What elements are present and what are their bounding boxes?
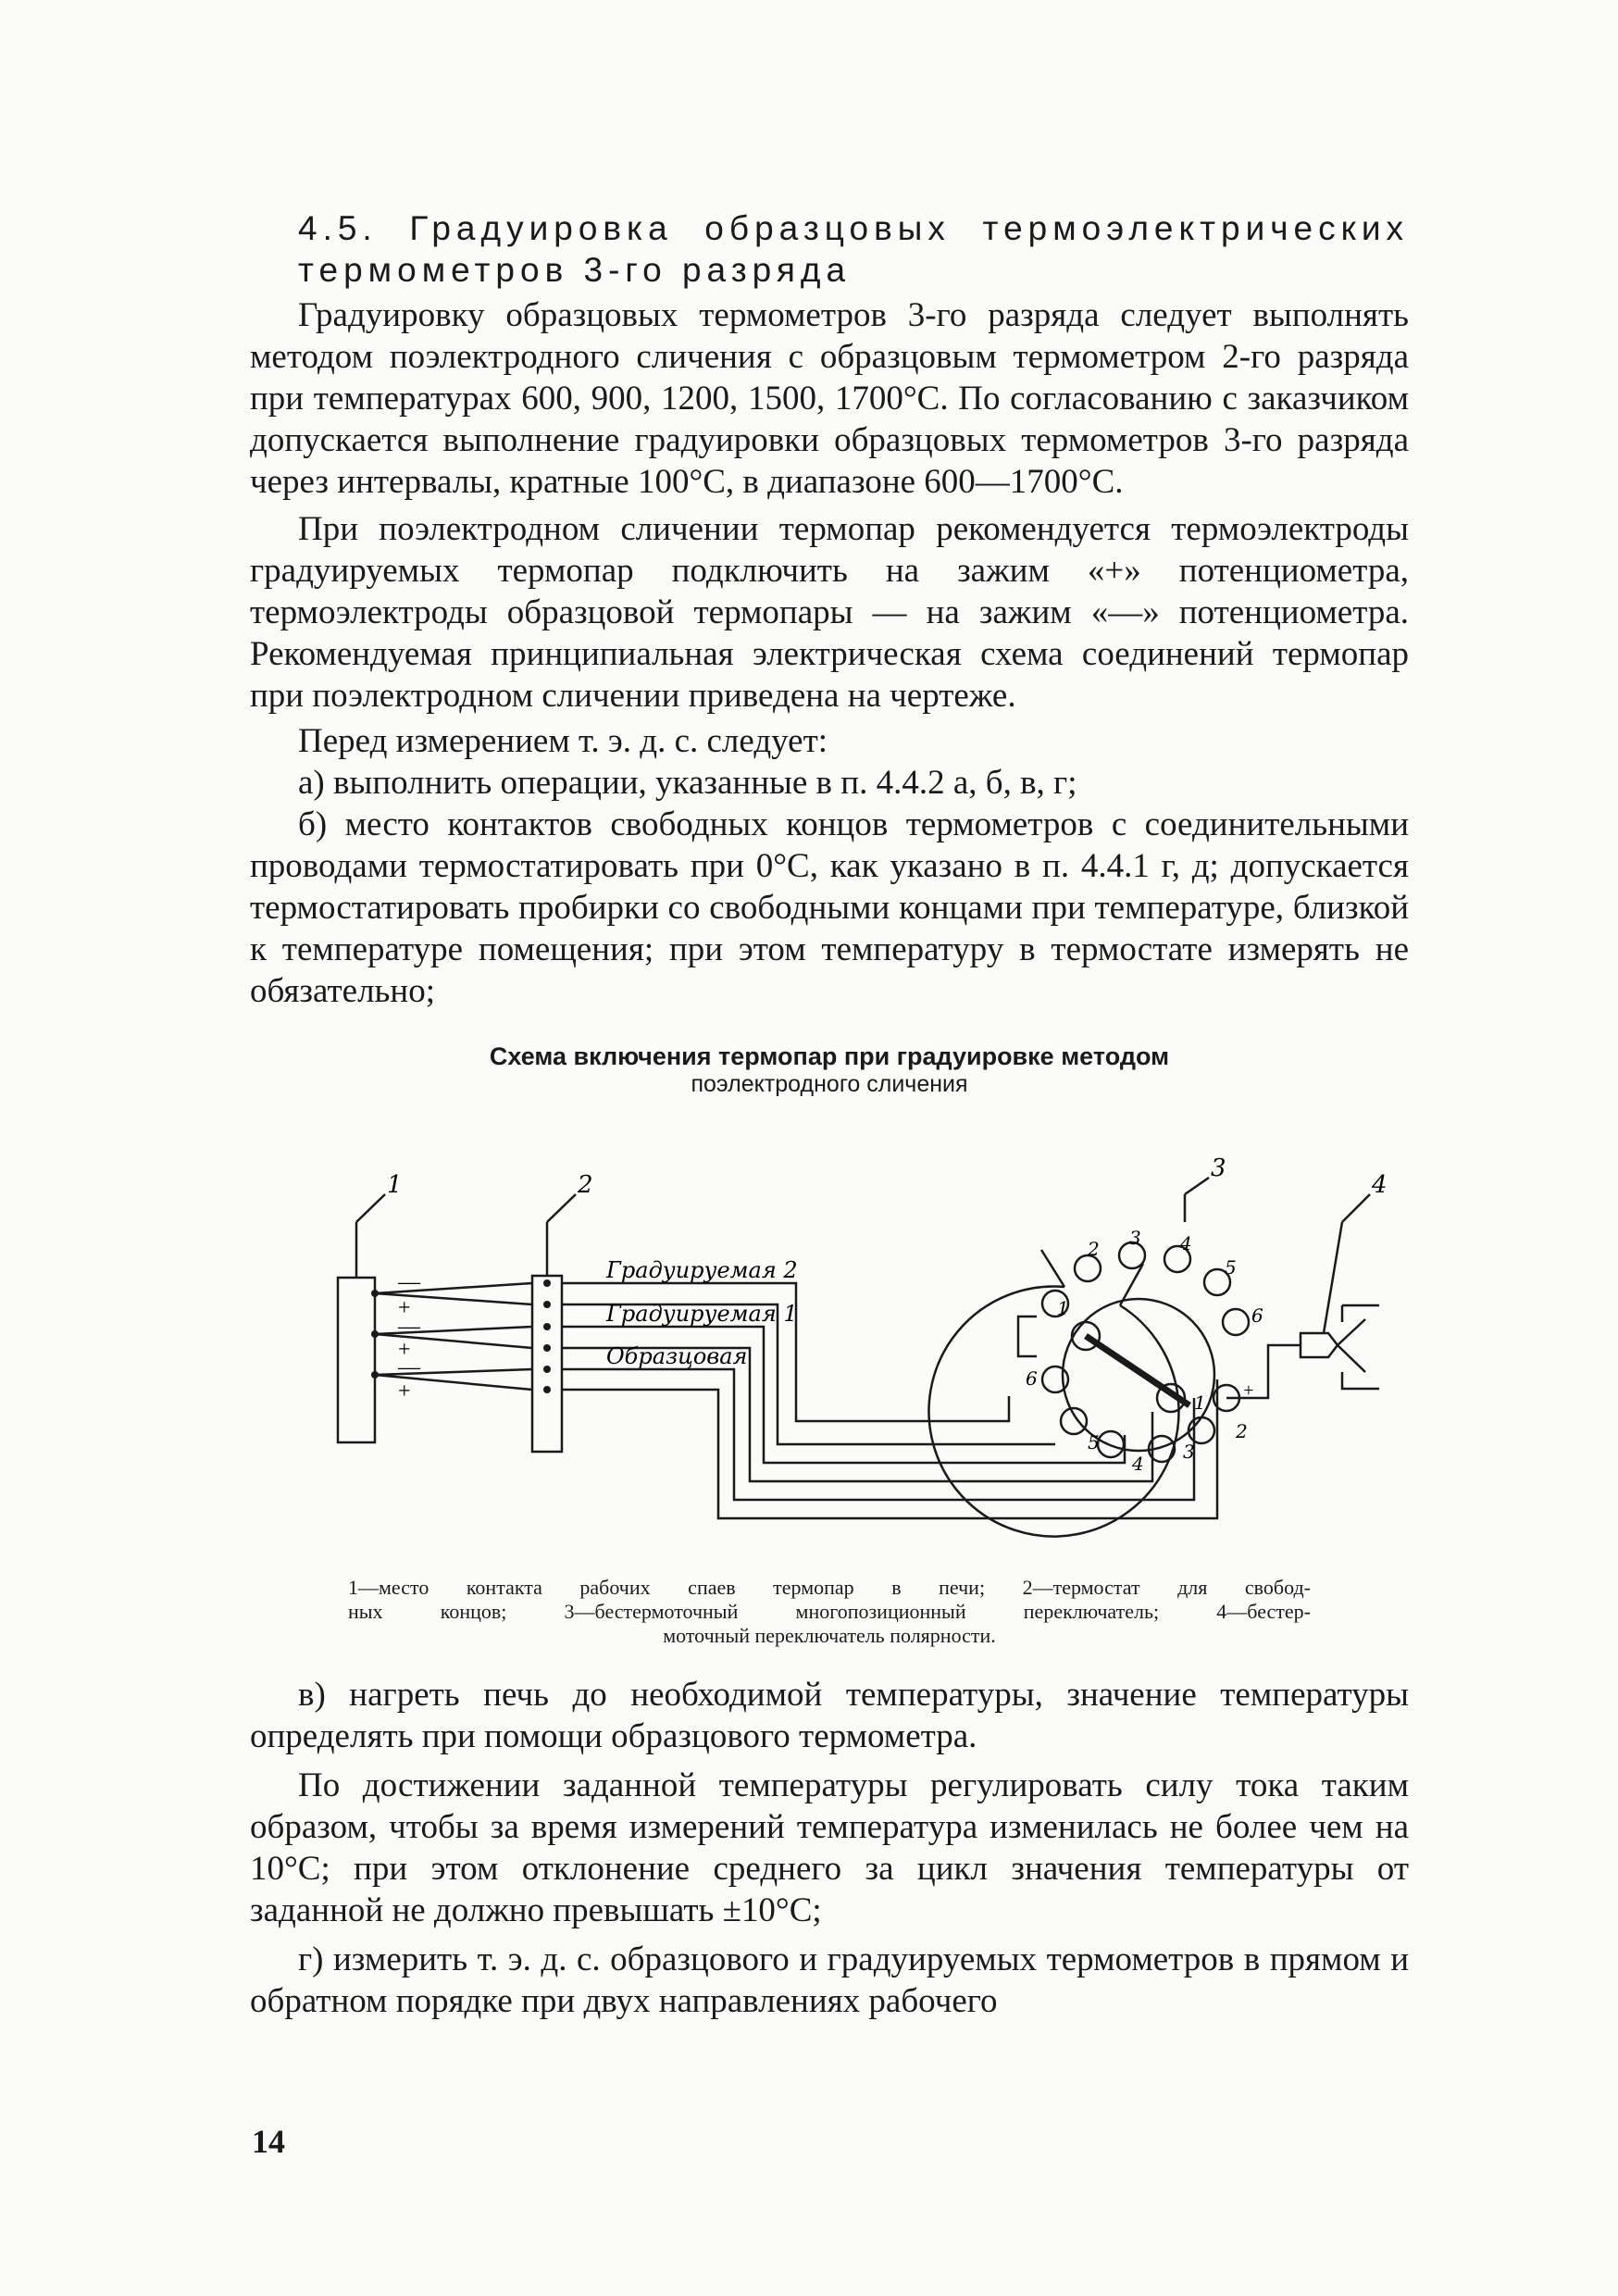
junction-dot bbox=[371, 1290, 379, 1297]
terminal-dot bbox=[543, 1386, 551, 1393]
legend-line: ных концов; 3—бестермоточный многопозиционный переключатель; 4—бестер- bbox=[348, 1600, 1311, 1623]
callout-1: 1 bbox=[387, 1171, 403, 1199]
switch-label-5: 5 bbox=[1225, 1256, 1237, 1279]
switch-label-4: 4 bbox=[1180, 1232, 1192, 1254]
furnace-contact-block bbox=[338, 1278, 375, 1442]
switch-contact bbox=[1223, 1309, 1249, 1335]
leader-line-1b bbox=[356, 1194, 385, 1222]
inner-label-3: 3 bbox=[1183, 1441, 1195, 1463]
switch-input-lead bbox=[1018, 1316, 1037, 1356]
switch-label-2: 2 bbox=[1088, 1238, 1100, 1260]
list-item-g: г) измерить т. э. д. с. образцового и градуируемых термометров в прямом и обратном порядке при двух направлениях рабочего bbox=[250, 1940, 1409, 2020]
wire-label-reference: Образцовая bbox=[606, 1343, 748, 1369]
wire-label-calibrated-1: Градуируемая 1 bbox=[606, 1301, 798, 1327]
switch-contact bbox=[1061, 1408, 1087, 1434]
inner-label-5: 5 bbox=[1088, 1431, 1100, 1454]
terminal-dot bbox=[543, 1301, 551, 1308]
paragraph-calibration-method: Градуировку образцовых термометров 3-го разряда следует выполнять методом поэлектродного сличения с образцовым термометром 2-го разряда при температурах 600, 900, 1200, 1500, 1700°С. По согласованию с заказчиком допускается выполнение градуировки образцовых термометров 3-го разряда через интервалы, кратные 100°С, в диапазоне 600—1700°С. bbox=[250, 296, 1409, 501]
terminal-dot bbox=[543, 1344, 551, 1352]
section-heading: 4.5. Градуировка образцовых термоэлектрических термометров 3-го разряда bbox=[298, 209, 1409, 289]
wire-label-calibrated-2: Градуируемая 2 bbox=[606, 1257, 798, 1283]
leader-line-4b bbox=[1342, 1194, 1370, 1222]
text-block-bottom bbox=[250, 1674, 1409, 2022]
junction-dot bbox=[371, 1330, 379, 1338]
figure-legend bbox=[348, 1576, 1311, 1648]
junction-dot bbox=[371, 1371, 379, 1379]
polarity-sign: + bbox=[398, 1338, 411, 1362]
list-item-a: а) выполнить операции, указанные в п. 4.4.2 а, б, в, г; bbox=[298, 764, 1077, 802]
inner-label-2: 2 bbox=[1236, 1420, 1248, 1442]
switch-label-6: 6 bbox=[1251, 1304, 1263, 1327]
switch-label-3: 3 bbox=[1129, 1227, 1141, 1249]
inner-label-1: 1 bbox=[1194, 1391, 1206, 1414]
polarity-sign: + bbox=[398, 1379, 411, 1404]
leader-line-4 bbox=[1324, 1222, 1342, 1333]
switch-contact bbox=[1042, 1366, 1068, 1392]
text-block-top bbox=[250, 294, 1409, 1012]
polarity-switch-blade bbox=[1338, 1319, 1365, 1372]
callout-3: 3 bbox=[1211, 1154, 1226, 1182]
polarity-sign: — bbox=[398, 1315, 420, 1339]
list-item-b: б) место контактов свободных концов термометров с соединительными проводами термостатировать при 0°С, как указано в п. 4.4.1 г, д; допускается термостатировать пробирки со свободными концами при температуре, близкой к температуре помещения; при этом температуру в термостате измерять не обязательно; bbox=[250, 805, 1409, 1010]
polarity-switch-terminals bbox=[1342, 1305, 1379, 1389]
legend-line: 1—место контакта рабочих спаев термопар в печи; 2—термостат для свобод- bbox=[348, 1576, 1311, 1599]
figure-subtitle: поэлектродного сличения bbox=[691, 1071, 968, 1097]
switch-label-1: 1 bbox=[1057, 1297, 1069, 1319]
legend-line: моточный переключатель полярности. bbox=[663, 1624, 996, 1647]
leader-line-3b bbox=[1185, 1178, 1209, 1194]
terminal-dot bbox=[543, 1279, 551, 1287]
thermocouple-circuit-diagram bbox=[305, 1154, 1388, 1574]
switch-contact bbox=[1189, 1417, 1214, 1443]
inner-label-6: 6 bbox=[1026, 1367, 1038, 1390]
polarity-sign: — bbox=[398, 1355, 420, 1379]
page-number: 14 bbox=[252, 2123, 285, 2160]
paragraph-comparison: При поэлектродном сличении термопар рекомендуется термоэлектроды градуируемых термопар подключить на зажим «+» потенциометра, термоэлектроды образцовой термопары — на зажим «—» потенциометра. Рекомендуемая принципиальная электрическая схема соединений термопар при поэлектродном сличении приведена на чертеже. bbox=[250, 510, 1409, 715]
paragraph-current-regulation: По достижении заданной температуры регулировать силу тока таким образом, чтобы за время измерений температура изменилась не более чем на 10°С; при этом отклонение среднего за цикл значения температуры от заданной не должно превышать ±10°С; bbox=[250, 1766, 1409, 1929]
callout-2: 2 bbox=[578, 1171, 593, 1199]
callout-4: 4 bbox=[1372, 1171, 1388, 1199]
polarity-sign: + bbox=[398, 1296, 411, 1320]
leader-line-2b bbox=[547, 1194, 576, 1222]
inner-label-4: 4 bbox=[1132, 1453, 1144, 1475]
rotor-arm bbox=[1086, 1336, 1189, 1405]
polarity-switch-body bbox=[1301, 1333, 1338, 1357]
terminal-dot bbox=[543, 1366, 551, 1373]
polarity-sign: — bbox=[398, 1270, 420, 1294]
figure-title: Схема включения термопар при градуировке методом bbox=[489, 1042, 1170, 1070]
output-plus-sign: + bbox=[1242, 1380, 1255, 1401]
terminal-dot bbox=[543, 1323, 551, 1330]
list-item-v: в) нагреть печь до необходимой температуры, значение температуры определять при помощи образцового термометра. bbox=[250, 1676, 1409, 1755]
paragraph-before-measure: Перед измерением т. э. д. с. следует: bbox=[298, 722, 828, 760]
